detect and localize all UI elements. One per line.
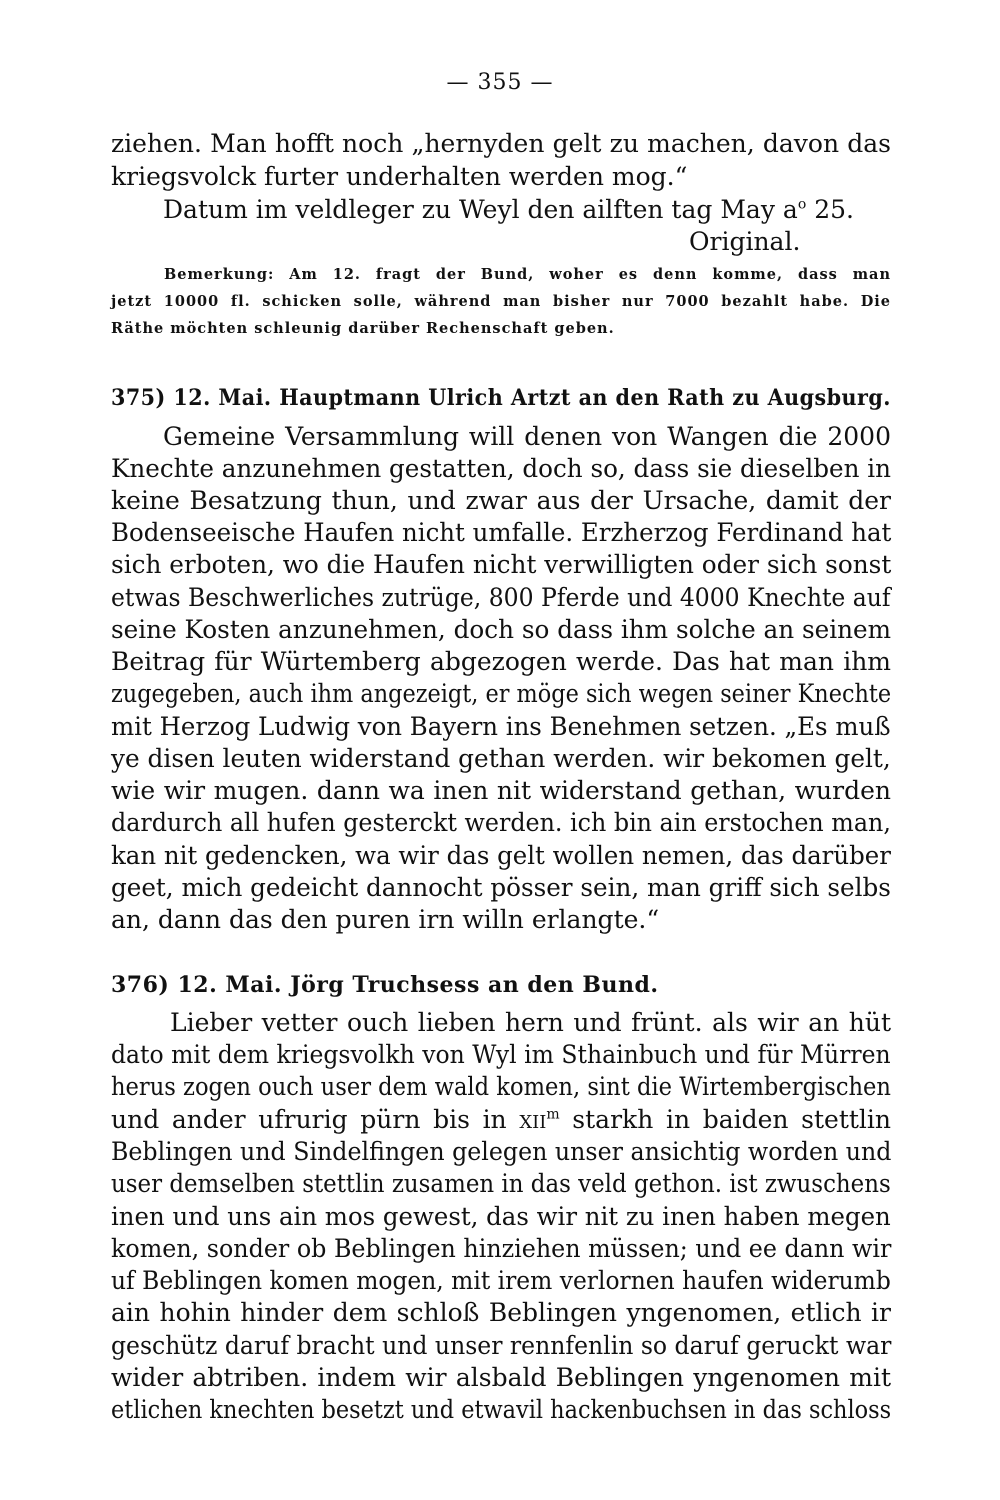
- entry-376-line: herus zogen ouch user dem wald komen, sint die Wirtembergischen: [111, 1072, 891, 1101]
- dating-line: Datum im veldleger zu Weyl den ailften tag May $a^o$ 25.: [163, 195, 854, 224]
- entry-376-line: und ander ufrurig pürn bis in XII$^m$ starkh in baiden stettlin: [111, 1105, 892, 1134]
- continuation-line: ziehen. Man hofft noch „hernyden gelt zu machen, davon das: [111, 129, 891, 158]
- entry-376-line: uf Beblingen komen mogen, mit irem verlornen haufen widerumb: [111, 1266, 891, 1295]
- note-line: Räthe möchten schleunig darüber Rechenschaft geben.: [111, 320, 615, 337]
- entry-376-line: ain hohin hinder dem schloß Beblingen yngenomen, etlich ir: [111, 1298, 891, 1327]
- entry-375-line: kan nit gedencken, wa wir das gelt wollen nemen, das darüber: [111, 841, 891, 870]
- entry-376-line: dato mit dem kriegsvolkh von Wyl im Sthainbuch und für Mürren: [111, 1040, 891, 1069]
- entry-376-line: etlichen knechten besetzt und etwavil hackenbuchsen in das schloss: [111, 1395, 892, 1424]
- note-line: jetzt 10000 fl. schicken solle, während man bisher nur 7000 bezahlt habe. Die: [111, 293, 891, 310]
- entry-375-line: sich erboten, wo die Haufen nicht verwilligten oder sich sonst: [111, 550, 892, 579]
- entry-376-line: komen, sonder ob Beblingen hinziehen müssen; und ee dann wir: [111, 1234, 892, 1263]
- entry-376-line: inen und uns ain mos gewest, das wir nit zu inen haben megen: [111, 1202, 891, 1231]
- entry-376-line: wider abtriben. indem wir alsbald Beblingen yngenomen mit: [111, 1363, 891, 1392]
- entry-375-line: zugegeben, auch ihm angezeigt, er möge sich wegen seiner Knechte: [111, 679, 892, 708]
- entry-376-line: geschütz daruf bracht und unser rennfenlin so daruf geruckt war: [111, 1331, 892, 1360]
- continuation-line: kriegsvolck furter underhalten werden mog.“: [111, 162, 688, 191]
- entry-375-line: seine Kosten anzunehmen, doch so dass ihm solche an seinem: [111, 615, 892, 644]
- entry-375-line: etwas Beschwerliches zutrüge, 800 Pferde und 4000 Knechte auf: [111, 583, 891, 612]
- note-line: Bemerkung: Am 12. fragt der Bund, woher es denn komme, dass man: [164, 266, 891, 283]
- entry-376-line: Beblingen und Sindelfingen gelegen unser ansichtig worden und: [111, 1137, 892, 1166]
- entry-375-line: Beitrag für Würtemberg abgezogen werde. Das hat man ihm: [111, 647, 891, 676]
- entry-375-line: ye disen leuten widerstand gethan werden. wir bekomen gelt,: [111, 744, 891, 773]
- entry-375-line: Gemeine Versammlung will denen von Wangen die 2000: [163, 422, 891, 451]
- entry-376-line: Lieber vetter ouch lieben hern und frünt. als wir an hüt: [170, 1008, 891, 1037]
- entry-375-line: Bodenseeische Haufen nicht umfalle. Erzherzog Ferdinand hat: [111, 518, 892, 547]
- entry-375-line: Knechte anzunehmen gestatten, doch so, dass sie dieselben in: [111, 454, 892, 483]
- entry-375-line: wie wir mugen. dann wa inen nit widerstand gethan, wurden: [111, 776, 891, 805]
- entry-375-line: geet, mich gedeicht dannocht pösser sein, man griff sich selbs: [111, 873, 891, 902]
- page-number: — 355 —: [446, 70, 554, 95]
- entry-heading-375: 375) 12. Mai. Hauptmann Ulrich Artzt an den Rath zu Augsburg.: [111, 385, 891, 411]
- entry-375-line: keine Besatzung thun, und zwar aus der Ursache, damit der: [111, 486, 891, 515]
- entry-heading-376: 376) 12. Mai. Jörg Truchsess an den Bund.: [111, 972, 659, 998]
- entry-375-line: an, dann das den puren irn willn erlangte.“: [111, 905, 660, 934]
- entry-375-line: mit Herzog Ludwig von Bayern ins Benehmen setzen. „Es muß: [111, 712, 891, 741]
- entry-376-line: user demselben stettlin zusamen in das veld gethon. ist zwuschens: [111, 1169, 891, 1198]
- entry-375-line: dardurch all hufen gesterckt werden. ich bin ain erstochen man,: [111, 808, 891, 837]
- original-label: Original.: [689, 227, 801, 256]
